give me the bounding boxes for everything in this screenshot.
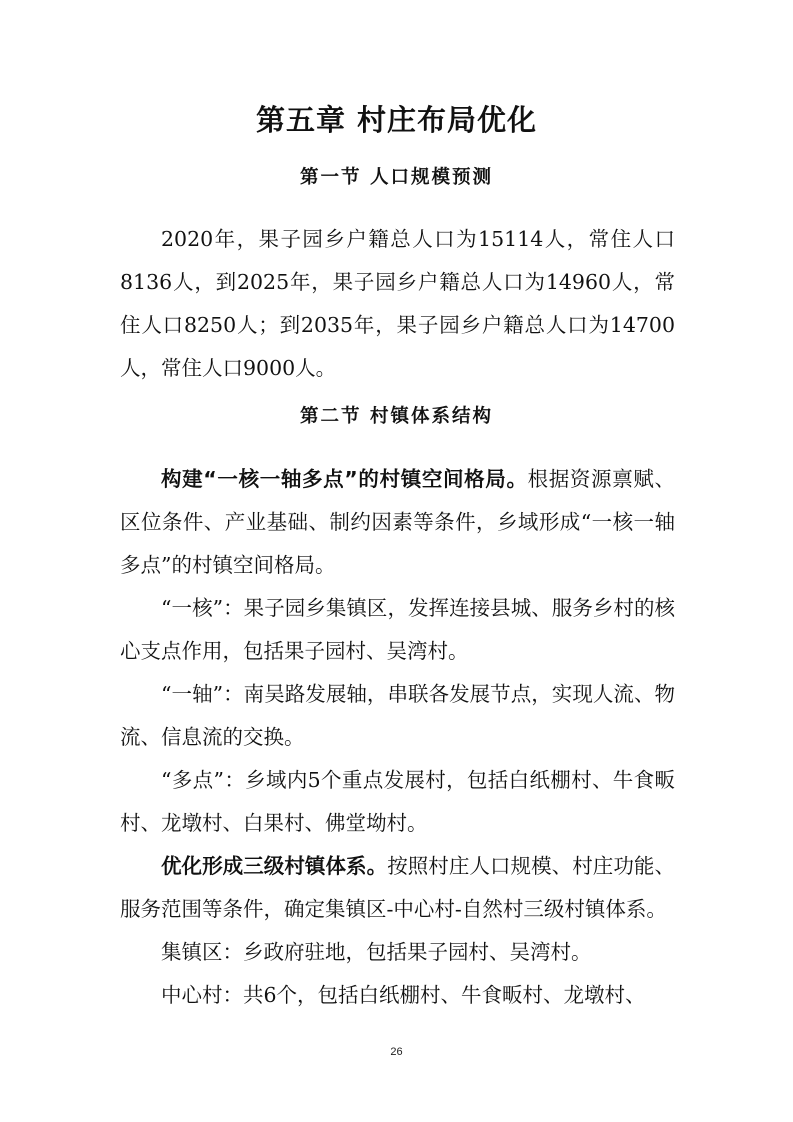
one-core-paragraph: “一核”：果子园乡集镇区，发挥连接县城、服务乡村的核心支点作用，包括果子园村、吴湾村。 (120, 596, 675, 663)
one-axis-paragraph: “一轴”：南吴路发展轴，串联各发展节点，实现人流、物流、信息流的交换。 (120, 682, 675, 749)
multi-point-paragraph: “多点”：乡域内5个重点发展村，包括白纸棚村、牛食畈村、龙墩村、白果村、佛堂坳村。 (120, 768, 675, 835)
central-village-paragraph: 中心村：共6个，包括白纸棚村、牛食畈村、龙墩村、 (161, 983, 646, 1007)
three-tier-text: 按照村庄人口规模、村庄功能、服务范围等条件，确定集镇区-中心村-自然村三级村镇体系。 (120, 854, 675, 921)
chapter-title: 第五章 村庄布局优化 (255, 103, 538, 137)
spatial-pattern-paragraph (120, 458, 675, 587)
town-area-paragraph: 集镇区：乡政府驻地，包括果子园村、吴湾村。 (161, 940, 592, 964)
section-title-village-system: 第二节 村镇体系结构 (300, 406, 493, 427)
three-tier-paragraph (120, 845, 675, 931)
three-tier-heading: 优化形成三级村镇体系。 (161, 854, 388, 878)
population-paragraph: 2020年，果子园乡户籍总人口为15114人，常住人口8136人，到2025年，果子园乡户籍总人口为14960人，常住人口8250人；到2035年，果子园乡户籍总人口为14700人，常住人口9000人。 (120, 227, 675, 380)
section-title-population: 第一节 人口规模预测 (300, 167, 493, 188)
spatial-pattern-text: 根据资源禀赋、区位条件、产业基础、制约因素等条件，乡域形成“一核一轴多点”的村镇空间格局。 (120, 467, 675, 577)
page-number: 26 (390, 1046, 403, 1058)
spatial-pattern-heading: 构建“一核一轴多点”的村镇空间格局。 (161, 467, 528, 491)
